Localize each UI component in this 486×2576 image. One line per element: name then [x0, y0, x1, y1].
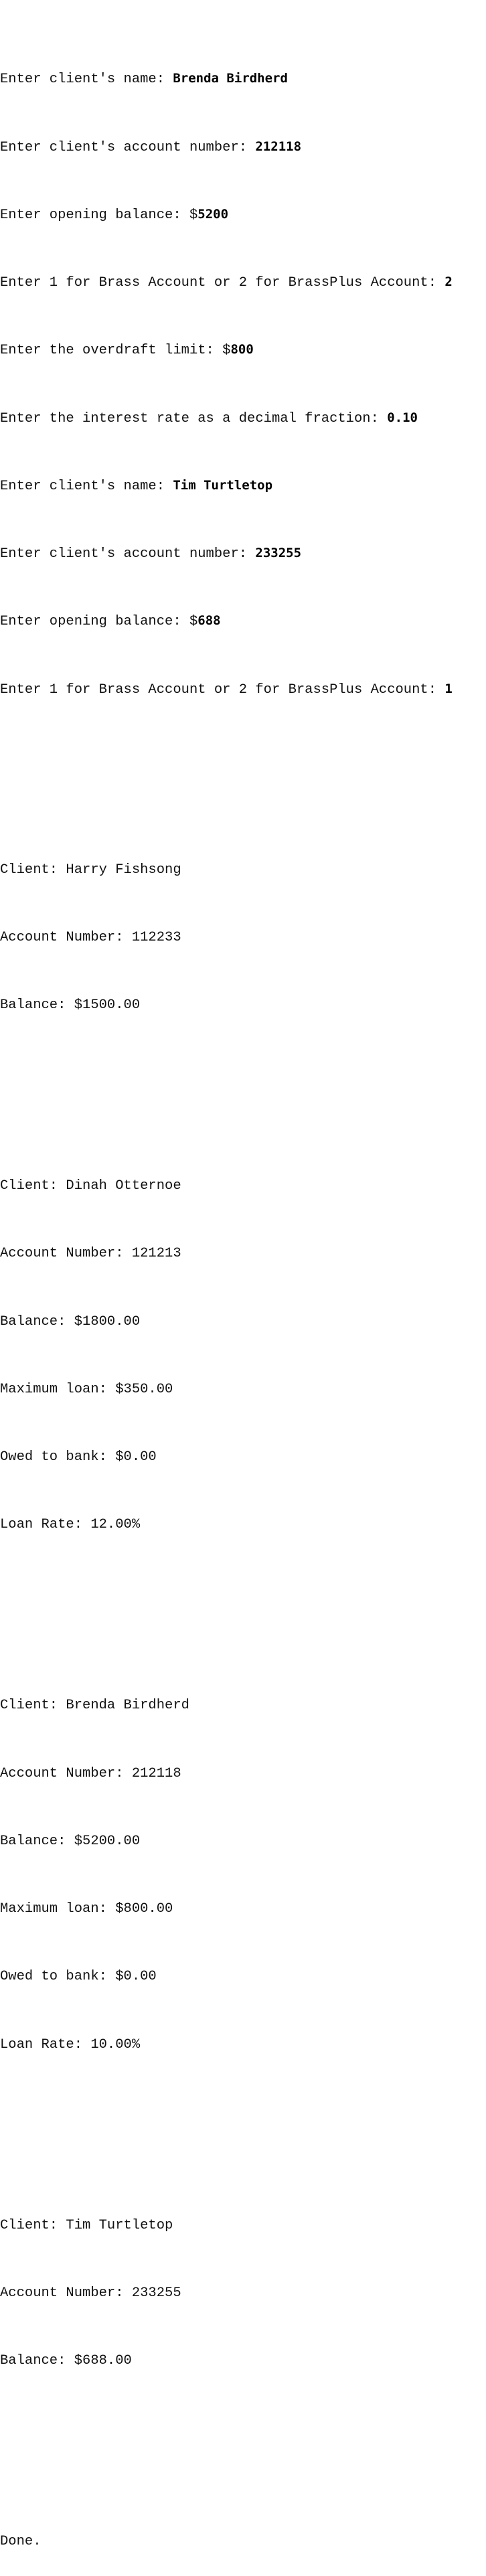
- prompt-line: [0, 271, 486, 294]
- user-input: Brenda Birdherd: [173, 71, 288, 86]
- user-input: 1: [444, 681, 453, 696]
- report-balance: Balance: $5200.00: [0, 1833, 141, 1849]
- prompt-text: Enter client's account number:: [0, 139, 256, 155]
- done-message: Done.: [0, 2534, 42, 2549]
- prompt-text: Enter opening balance: $: [0, 614, 198, 630]
- report-account: Account Number: 212118: [0, 1765, 181, 1781]
- report-account: Account Number: 112233: [0, 929, 181, 945]
- user-input: Tim Turtletop: [173, 477, 273, 493]
- report-owed: Owed to bank: $0.00: [0, 1969, 157, 1985]
- blank-line: [0, 769, 486, 791]
- report-balance: Balance: $688.00: [0, 2353, 132, 2368]
- user-input: 2: [444, 274, 453, 289]
- user-input: 233255: [255, 546, 302, 560]
- report-rate: Loan Rate: 12.00%: [0, 1517, 141, 1533]
- prompt-line: [0, 475, 486, 497]
- blank-line: [0, 1604, 486, 1627]
- prompt-text: Enter 1 for Brass Account or 2 for BrassPlus Account:: [0, 275, 445, 291]
- blank-line: [0, 1084, 486, 1107]
- prompt-text: Enter the interest rate as a decimal fraction:: [0, 410, 388, 426]
- blank-line: [0, 2440, 486, 2463]
- prompt-text: Enter 1 for Brass Account or 2 for BrassPlus Account:: [0, 681, 445, 698]
- report-owed: Owed to bank: $0.00: [0, 1449, 157, 1465]
- prompt-text: Enter opening balance: $: [0, 207, 198, 223]
- report-max-loan: Maximum loan: $800.00: [0, 1901, 173, 1917]
- prompt-text: Enter client's account number:: [0, 546, 256, 562]
- report-client: Client: Tim Turtletop: [0, 2217, 173, 2233]
- report-account: Account Number: 233255: [0, 2285, 181, 2301]
- report-max-loan: Maximum loan: $350.00: [0, 1381, 173, 1397]
- user-input: 800: [230, 342, 254, 357]
- prompt-text: Enter client's name:: [0, 72, 173, 88]
- report-balance: Balance: $1500.00: [0, 997, 141, 1013]
- prompt-line: [0, 68, 486, 90]
- prompt-text: Enter client's name:: [0, 478, 173, 494]
- prompt-text: Enter the overdraft limit: $: [0, 343, 231, 359]
- prompt-line: [0, 610, 486, 633]
- prompt-line: [0, 136, 486, 159]
- report-account: Account Number: 121213: [0, 1246, 181, 1262]
- blank-line: [0, 2124, 486, 2147]
- report-client: Client: Harry Fishsong: [0, 862, 181, 878]
- prompt-line: [0, 339, 486, 361]
- user-input: 212118: [255, 139, 302, 154]
- prompt-line: [0, 542, 486, 565]
- report-client: Client: Brenda Birdherd: [0, 1698, 189, 1714]
- user-input: 0.10: [387, 410, 418, 425]
- user-input: 5200: [197, 206, 229, 222]
- report-rate: Loan Rate: 10.00%: [0, 2036, 141, 2052]
- user-input: 688: [197, 613, 221, 629]
- prompt-line: [0, 407, 486, 430]
- prompt-line: [0, 678, 486, 701]
- report-balance: Balance: $1800.00: [0, 1313, 141, 1330]
- report-client: Client: Dinah Otternoe: [0, 1178, 181, 1194]
- prompt-line: [0, 204, 486, 226]
